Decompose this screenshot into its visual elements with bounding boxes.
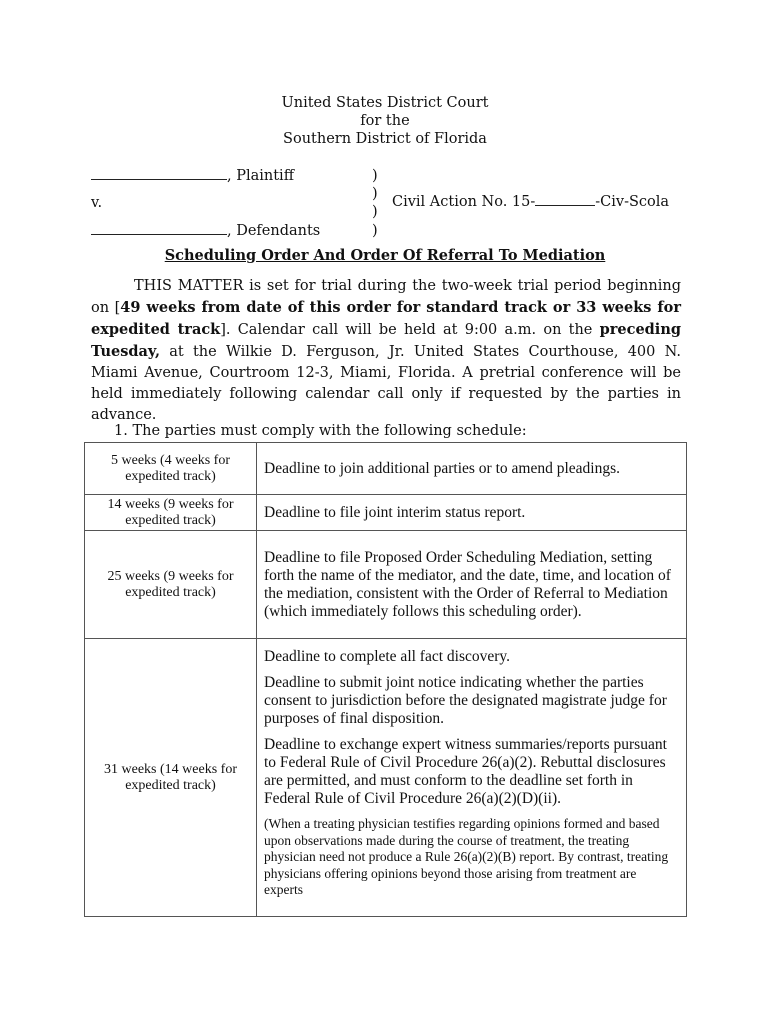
schedule-intro: 1. The parties must comply with the following schedule: — [114, 423, 527, 439]
civil-action-suffix: -Civ-Scola — [595, 194, 670, 210]
court-for-the: for the — [360, 113, 410, 129]
weeks-cell: 5 weeks (4 weeks for expedited track) — [85, 443, 257, 495]
deadline-text: Deadline to file joint interim status report. — [264, 503, 526, 521]
trial-period-bold: 49 weeks from date of this order for standard track or 33 weeks for expedited track — [91, 299, 681, 338]
deadline-cell — [257, 443, 687, 495]
table-row — [85, 531, 687, 639]
deadline-cell — [257, 639, 687, 917]
plaintiff-blank — [91, 167, 227, 180]
deadline-cell — [257, 495, 687, 531]
paragraph-text: THIS MATTER is set for trial during the two-week trial period beginning on [ — [91, 278, 681, 316]
court-header — [0, 94, 770, 148]
court-district: Southern District of Florida — [283, 131, 487, 147]
versus-label: v. — [91, 195, 103, 211]
table-row — [85, 639, 687, 917]
deadline-text: Deadline to exchange expert witness summaries/reports pursuant to Federal Rule of Civil Procedure 26(a)(2). Rebuttal disclosures are permitted, and must conform to the deadline set forth in Federal Rule of Civil Procedure 26(a)(2)(D)(ii). — [264, 736, 667, 807]
weeks-cell: 14 weeks (9 weeks for expedited track) — [85, 495, 257, 531]
caption-paren: ) — [372, 223, 378, 239]
deadline-cell — [257, 531, 687, 639]
civil-action-number — [392, 193, 669, 211]
plaintiff-line — [91, 167, 294, 185]
case-number-blank — [535, 193, 595, 206]
paragraph-text: at the Wilkie D. Ferguson, Jr. United States Courthouse, 400 N. Miami Avenue, Courtroom 12-3, Miami, Florida. A pretrial conference will be held immediately following calendar call only if requested by the parties in advance. — [91, 344, 681, 423]
defendants-blank — [91, 222, 227, 235]
deadline-text: Deadline to complete all fact discovery. — [264, 648, 511, 665]
defendants-line — [91, 222, 320, 240]
order-paragraph — [91, 276, 681, 426]
table-row — [85, 443, 687, 495]
caption-paren: ) — [372, 186, 378, 202]
caption-paren: ) — [372, 204, 378, 220]
table-row — [85, 495, 687, 531]
weeks-cell: 25 weeks (9 weeks for expedited track) — [85, 531, 257, 639]
preceding-tuesday-bold: preceding Tuesday, — [91, 321, 681, 360]
weeks-cell: 31 weeks (14 weeks for expedited track) — [85, 639, 257, 917]
court-name: United States District Court — [281, 95, 489, 111]
civil-action-prefix: Civil Action No. 15- — [392, 194, 536, 210]
order-title: Scheduling Order And Order Of Referral To Mediation — [164, 247, 606, 264]
deadline-text: Deadline to submit joint notice indicating whether the parties consent to jurisdiction before the designated magistrate judge for purposes of final disposition. — [264, 674, 667, 727]
deadline-text: Deadline to file Proposed Order Scheduling Mediation, setting forth the name of the mediator, and the date, time, and location of the mediation, consistent with the Order of Referral to Mediation (which immediately follows this scheduling order). — [264, 548, 671, 620]
paragraph-text: ]. Calendar call will be held at 9:00 a.m. on the — [220, 322, 600, 338]
defendants-label: , Defendants — [227, 223, 321, 239]
plaintiff-label: , Plaintiff — [227, 168, 294, 184]
caption-paren: ) — [372, 168, 378, 184]
schedule-table — [84, 442, 687, 917]
treating-physician-note: (When a treating physician testifies regarding opinions formed and based upon observations made during the course of treatment, the treating physician need not produce a Rule 26(a)(2)(B) report. By contrast, treating physicians offering opinions beyond those arising from treatment are experts — [264, 816, 669, 897]
deadline-text: Deadline to join additional parties or to amend pleadings. — [264, 459, 620, 477]
